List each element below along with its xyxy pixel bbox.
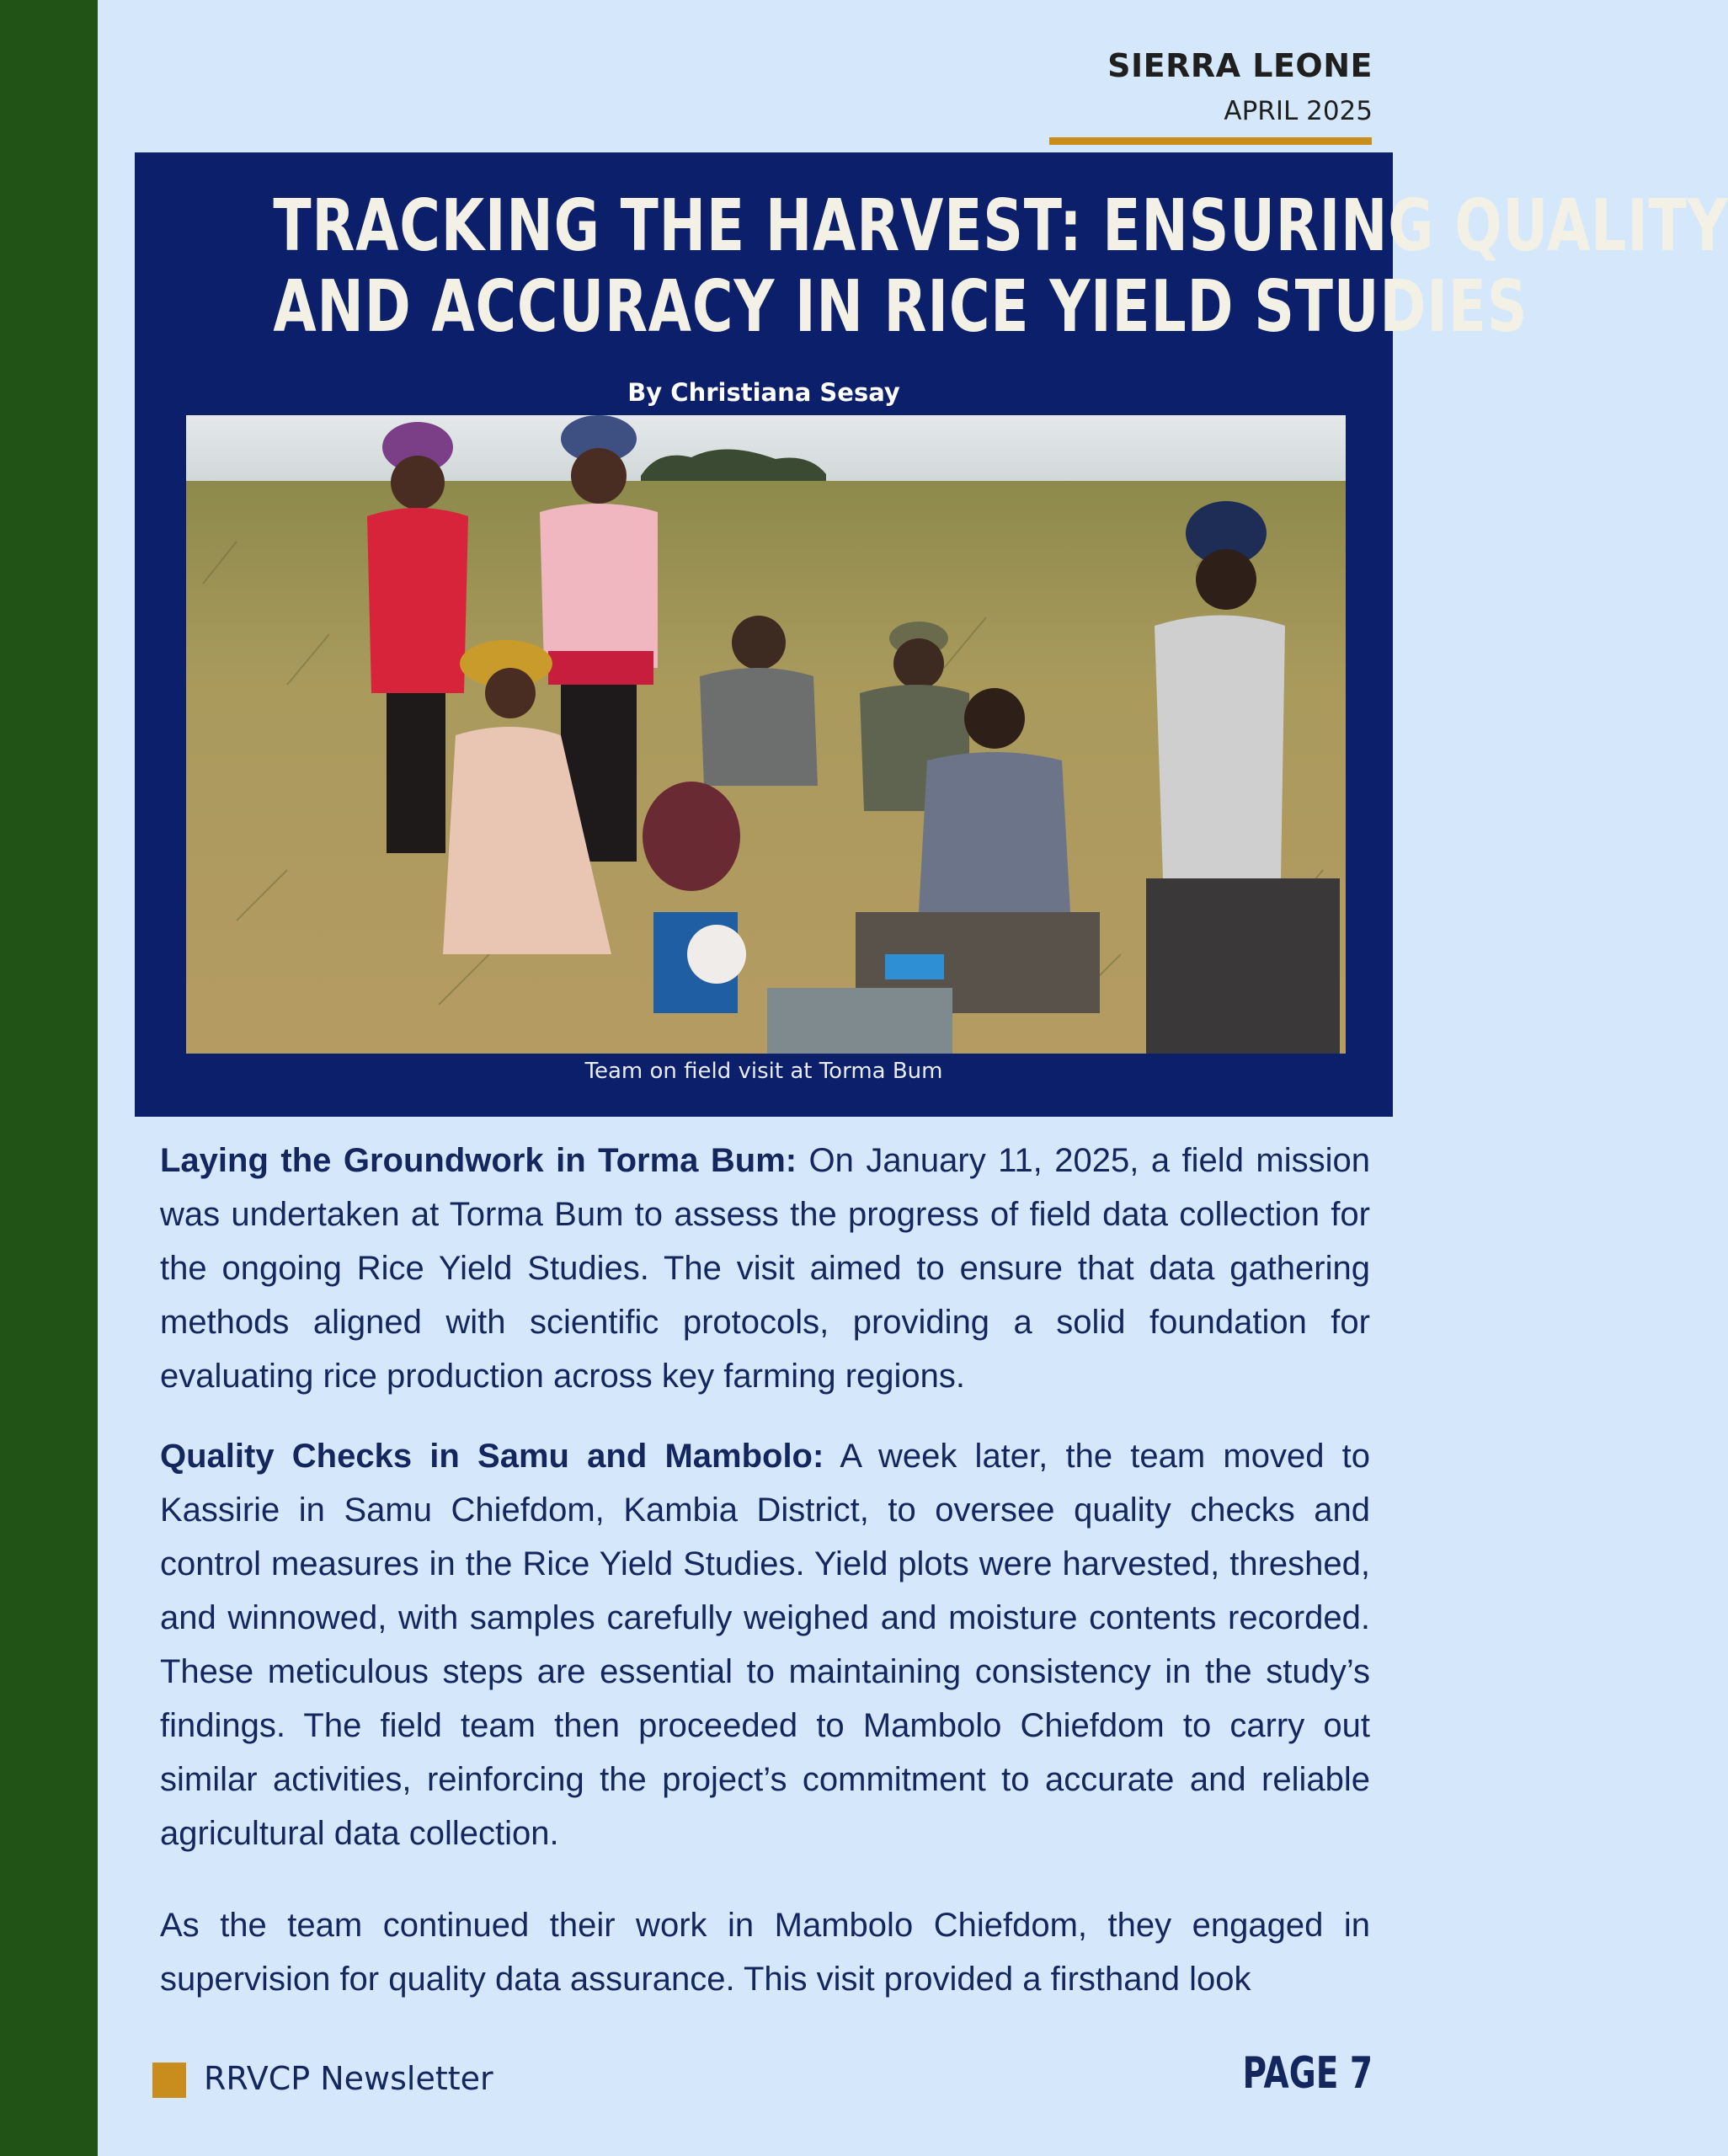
left-green-bar: [0, 0, 98, 2156]
paragraph-torma-bum-lead: Laying the Groundwork in Torma Bum:: [160, 1142, 797, 1179]
newsletter-name: RRVCP Newsletter: [204, 2060, 493, 2097]
field-team-photo: [186, 415, 1346, 1054]
article-title-line-1: TRACKING THE HARVEST: ENSURING QUALITY: [273, 184, 1728, 268]
country-label: SIERRA LEONE: [1107, 47, 1373, 84]
paragraph-torma-bum-text: On January 11, 2025, a field mission was undertaken at Torma Bum to assess the progress of field data collection for the ongoing Rice Yield Studies. The visit aimed to ensure that data gathering methods aligned with scientific protocols, providing a solid foundation for evaluating rice production across key farming regions.: [160, 1142, 1370, 1395]
paragraph-samu-mambolo-text: A week later, the team moved to Kassirie in Samu Chiefdom, Kambia District, to oversee quality checks and control measures in the Rice Yield Studies. Yield plots were harvested, threshed, and winnowed, with samples carefully weighed and moisture contents recorded. These meticulous steps are essential to maintaining consistency in the study’s findings. The field team then proceeded to Mambolo Chiefdom to carry out similar activities, reinforcing the project’s commitment to accurate and reliable agricultural data collection.: [160, 1438, 1370, 1852]
article-banner: [135, 152, 1728, 1117]
footer-square-icon: [152, 2063, 186, 2098]
paragraph-samu-mambolo: [160, 1429, 1370, 1860]
paragraph-torma-bum: [160, 1134, 1370, 1403]
page-number: PAGE 7: [1242, 2048, 1373, 2099]
paragraph-mambolo-continued: As the team continued their work in Mambolo Chiefdom, they engaged in supervision for quality data assurance. This visit provided a firsthand look: [160, 1907, 1370, 1998]
article-byline: By Christiana Sesay: [627, 378, 900, 407]
paragraph-samu-mambolo-lead: Quality Checks in Samu and Mambolo:: [160, 1438, 824, 1475]
photo-caption: Team on field visit at Torma Bum: [584, 1059, 943, 1084]
header-divider: [1049, 137, 1372, 145]
article-title-line-2: AND ACCURACY IN RICE YIELD STUDIES: [273, 265, 1528, 349]
article-title: [273, 184, 1728, 349]
issue-date: APRIL 2025: [1224, 96, 1373, 126]
